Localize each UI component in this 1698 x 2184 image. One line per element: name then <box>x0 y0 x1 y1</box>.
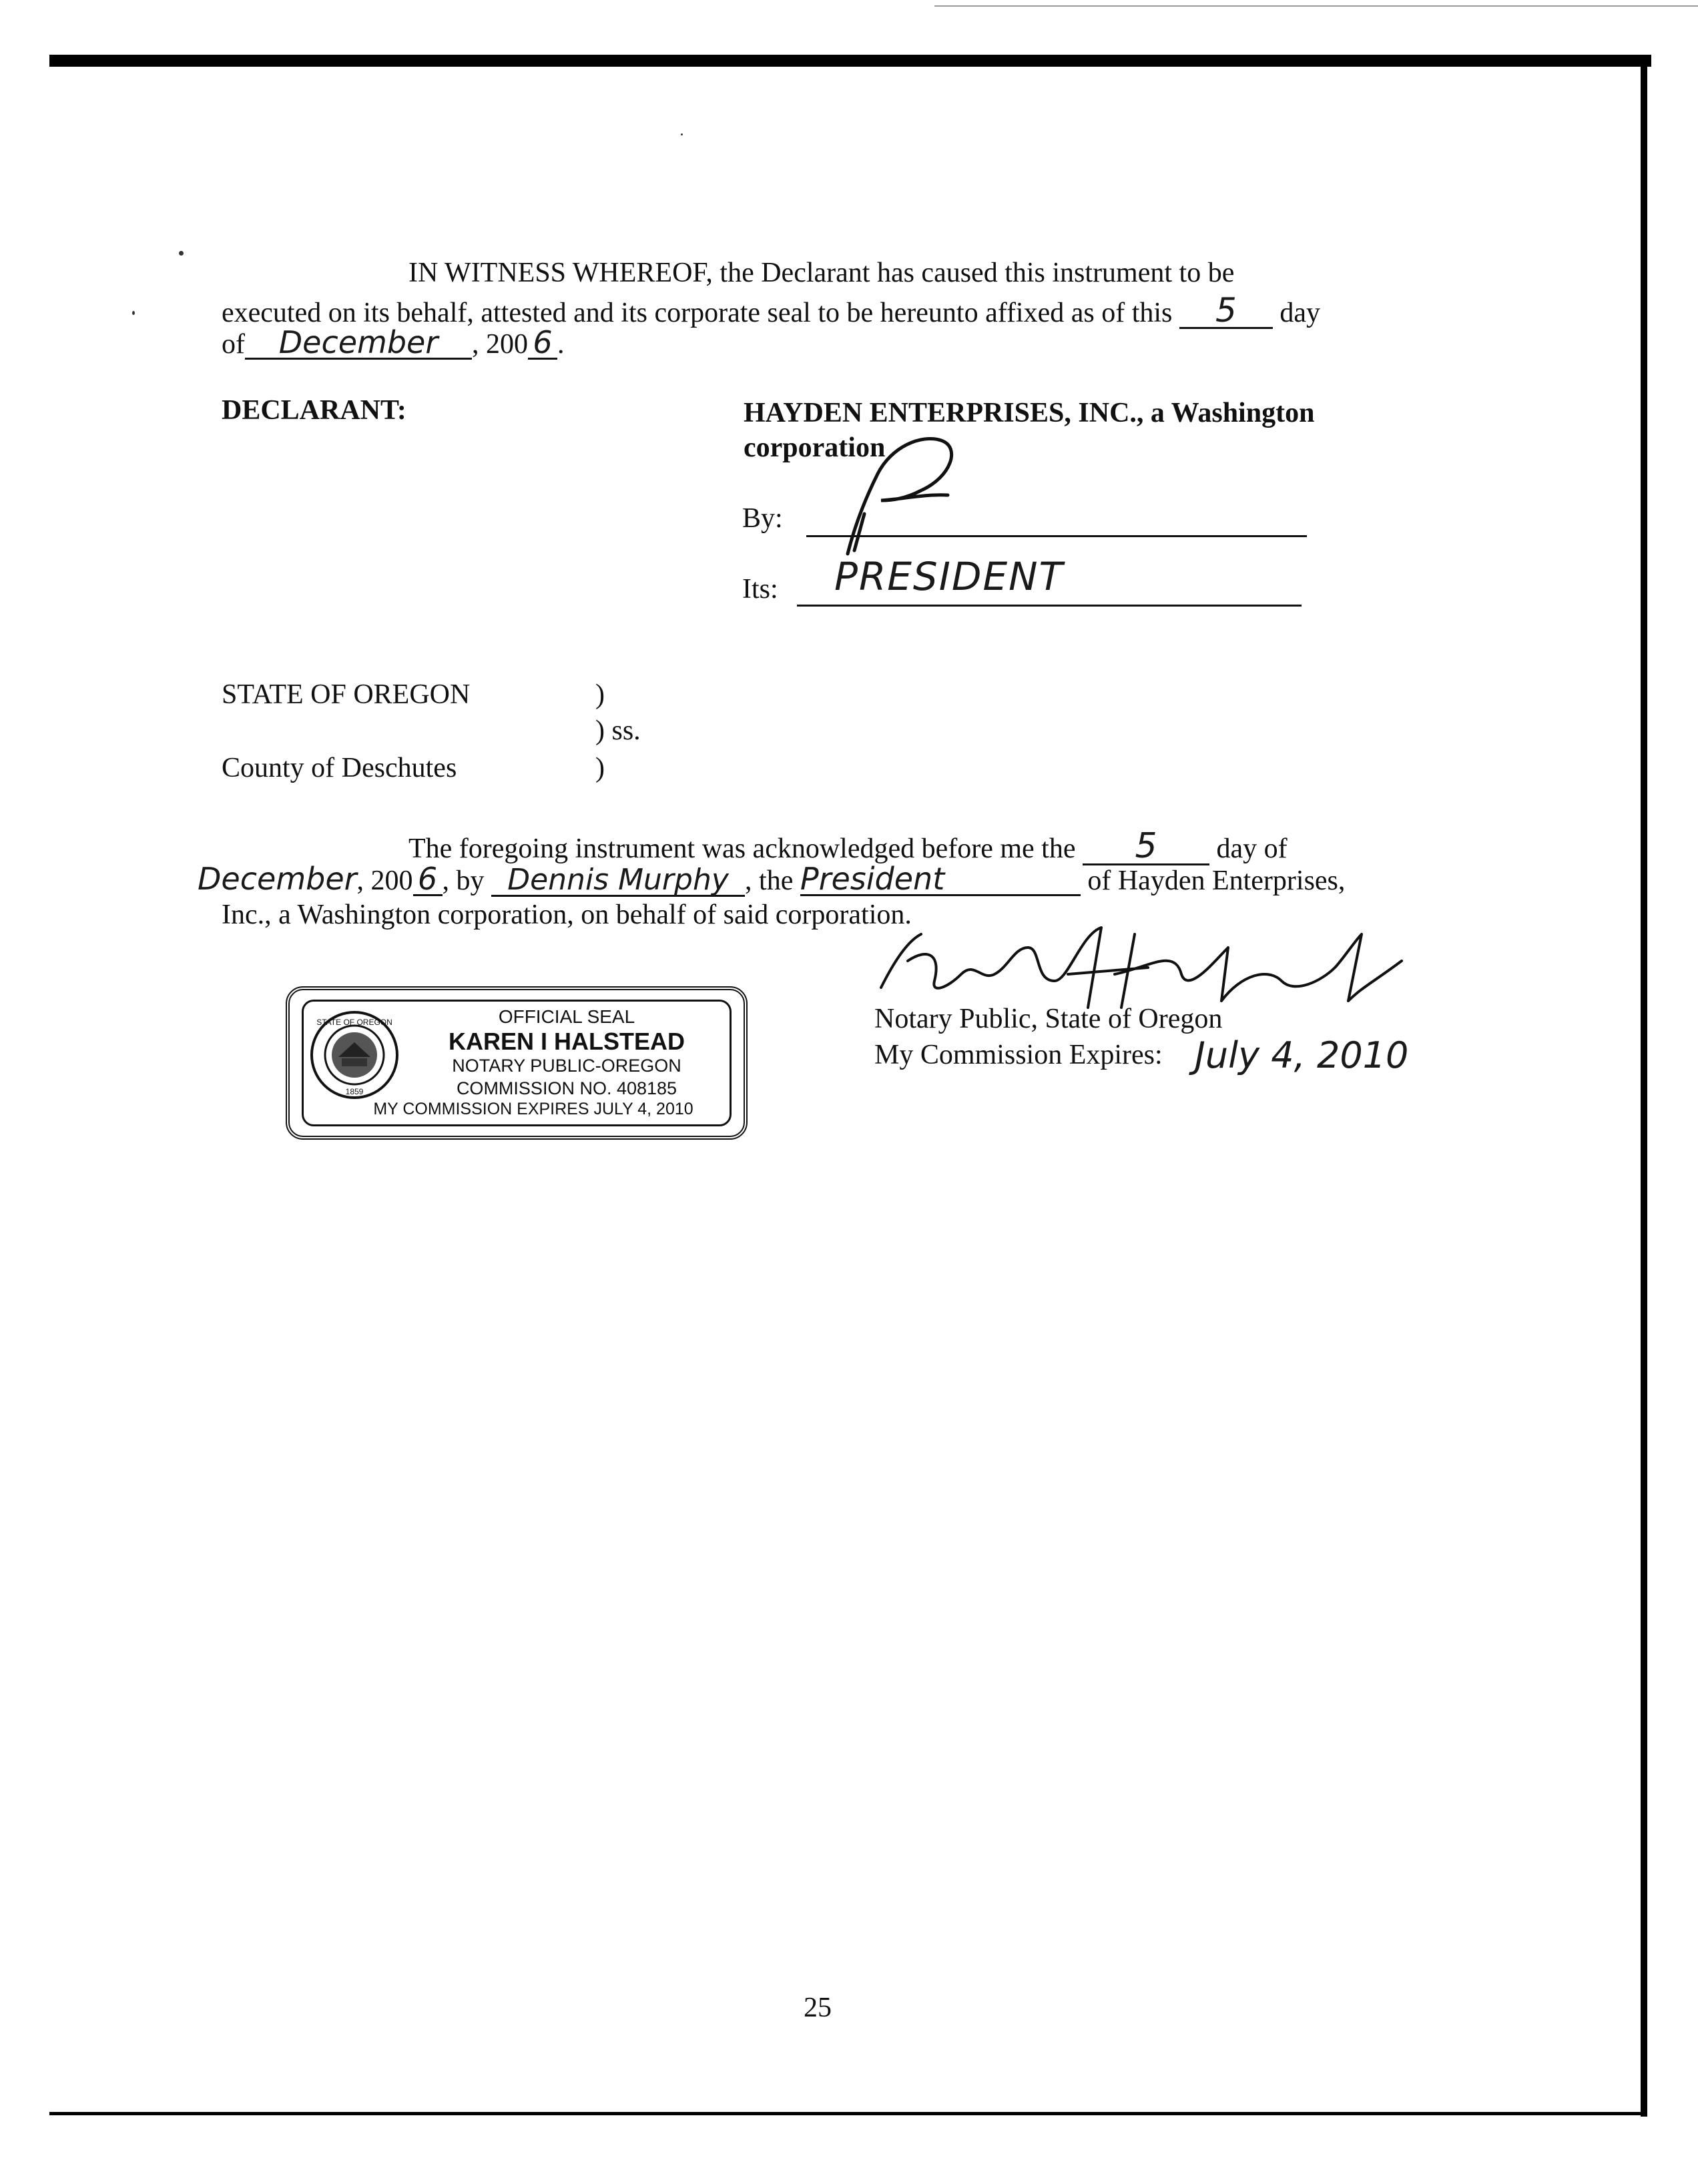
ack-of-company: of Hayden Enterprises, <box>1087 865 1346 896</box>
witness-line-2-text: executed on its behalf, attested and its corporate seal to be hereunto affixed as of this <box>222 298 1173 328</box>
ack-line-2 <box>198 863 1345 897</box>
venue-paren-3: ) <box>595 753 605 783</box>
president-signature <box>828 427 981 561</box>
speck-mark <box>179 251 184 256</box>
ack-day-of: day of <box>1216 833 1288 864</box>
venue-state: STATE OF OREGON <box>222 679 471 710</box>
notary-commission-label: My Commission Expires: <box>874 1040 1163 1070</box>
its-title-line <box>797 605 1302 607</box>
venue-paren-1: ) <box>595 679 605 710</box>
seal-commission-number: COMMISSION NO. 408185 <box>456 1078 677 1098</box>
right-border <box>1641 55 1647 2117</box>
seal-expiration: MY COMMISSION EXPIRES JULY 4, 2010 <box>373 1100 693 1118</box>
ack-by: , by <box>442 865 485 896</box>
witness-month-field: December <box>245 327 472 360</box>
ack-name-field: Dennis Murphy <box>491 865 745 897</box>
notary-commission-expires-handwritten: July 4, 2010 <box>1195 1034 1409 1076</box>
seal-role: NOTARY PUBLIC-OREGON <box>452 1056 681 1076</box>
notary-seal <box>286 986 748 1140</box>
venue-county: County of Deschutes <box>222 753 457 783</box>
speck-mark <box>132 311 135 315</box>
notary-title: Notary Public, State of Oregon <box>874 1004 1223 1034</box>
bottom-border <box>49 2112 1647 2115</box>
ack-line-1-text: The foregoing instrument was acknowledged before me the <box>408 833 1076 864</box>
ack-month-handwritten: December <box>198 861 357 897</box>
oregon-state-seal-icon <box>308 1009 400 1101</box>
top-border <box>49 55 1651 67</box>
its-label: Its: <box>742 574 778 605</box>
witness-year-digit: 6 <box>528 327 557 360</box>
ack-title-field: President <box>800 863 1081 896</box>
witness-of: of <box>222 329 245 360</box>
venue-ss: ) ss. <box>595 715 641 746</box>
ack-the: , the <box>745 865 794 896</box>
ack-day-field: 5 <box>1083 829 1209 865</box>
ack-line-1 <box>408 826 1288 866</box>
speck-mark <box>681 133 683 135</box>
ack-line-3: Inc., a Washington corporation, on behalf of said corporation. <box>222 899 912 930</box>
company-name-line-2: corporation <box>744 432 886 463</box>
ack-year-digit: 6 <box>413 863 443 896</box>
witness-line-3 <box>222 324 565 360</box>
top-hairline <box>934 5 1698 7</box>
ack-year-prefix: , 200 <box>356 865 413 896</box>
seal-emblem-text: STATE OF OREGON <box>316 1018 392 1027</box>
declarant-label: DECLARANT: <box>222 395 406 426</box>
seal-notary-name: KAREN I HALSTEAD <box>448 1028 685 1055</box>
its-title-handwritten: PRESIDENT <box>834 554 1064 599</box>
company-name-line-1: HAYDEN ENTERPRISES, INC., a Washington <box>744 398 1315 428</box>
page-number: 25 <box>804 1992 832 2023</box>
by-signature-line <box>806 535 1307 537</box>
seal-emblem-year: 1859 <box>345 1087 364 1096</box>
witness-period: . <box>557 329 565 360</box>
by-label: By: <box>742 503 783 534</box>
witness-day-field: 5 <box>1179 294 1273 329</box>
witness-year-prefix: , 200 <box>472 329 528 360</box>
witness-line-1: IN WITNESS WHEREOF, the Declarant has caused this instrument to be <box>408 258 1235 288</box>
witness-day-label: day <box>1280 298 1321 328</box>
seal-title: OFFICIAL SEAL <box>498 1006 635 1027</box>
